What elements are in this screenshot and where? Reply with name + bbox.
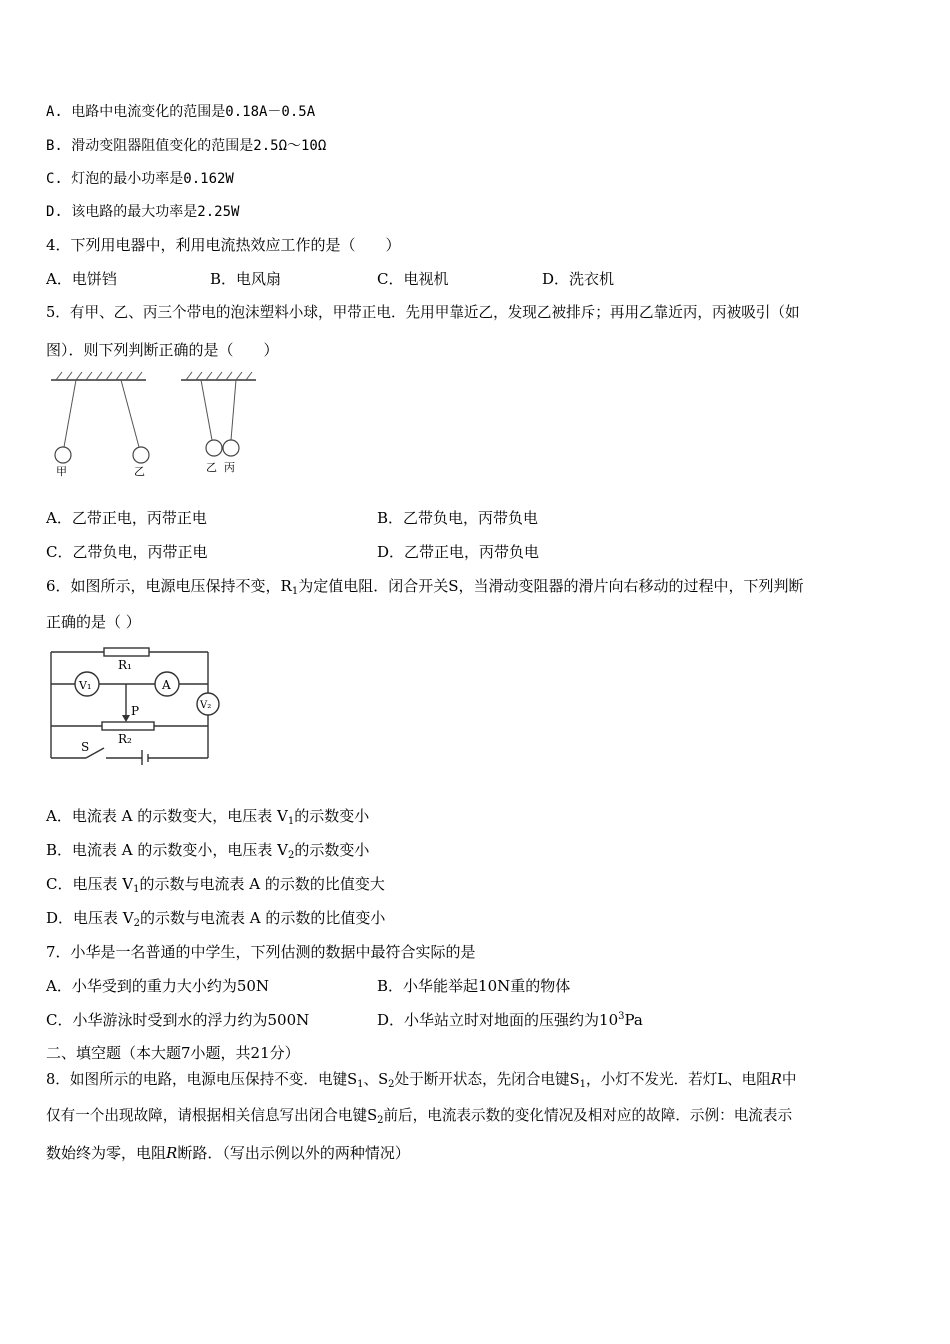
q5-pendulum-figure [46, 370, 261, 480]
v1-label: V₁ [79, 679, 92, 692]
r1-label: R₁ [118, 658, 132, 672]
ammeter-label: A [162, 678, 171, 692]
label-bing: 丙 [224, 461, 235, 474]
q5-option-d: D．乙带正电，丙带负电 [377, 543, 540, 561]
q4-option-b: B．电风扇 [210, 270, 282, 288]
q3-option-c: C. 灯泡的最小功率是0.162W [46, 171, 234, 187]
q7-option-a: A．小华受到的重力大小约为50N [46, 977, 270, 995]
r2-label: R₂ [118, 732, 132, 746]
section-heading-fill-in: 二、填空题（本大题7小题，共21分） [46, 1044, 300, 1062]
label-yi-right: 乙 [206, 461, 217, 474]
q6-option-c: C．电压表 $V_1$的示数与电流表 A 的示数的比值变大 [46, 875, 385, 895]
q3-option-a: A. 电路中电流变化的范围是0.18A－0.5A [46, 104, 316, 120]
q7-option-c: C．小华游泳时受到水的浮力约为500N [46, 1011, 310, 1029]
q6-stem-line1: 6．如图所示，电源电压保持不变，$R_1$为定值电阻．闭合开关S，当滑动变阻器的滑片向右移动的过程中，下列判断 [46, 577, 804, 597]
q4-stem: 4．下列用电器中，利用电流热效应工作的是（ ） [46, 236, 401, 254]
q5-option-c: C．乙带负电，丙带正电 [46, 543, 208, 561]
q3-option-d: D. 该电路的最大功率是2.25W [46, 204, 240, 220]
q7-option-b: B．小华能举起10N重的物体 [377, 977, 571, 995]
v2-label: V₂ [200, 700, 212, 711]
q6-circuit-diagram [46, 645, 221, 765]
ball-yi-right [206, 440, 222, 456]
ball-jia [55, 447, 71, 463]
q3-option-b: B. 滑动变阻器阻值变化的范围是2.5Ω～10Ω [46, 138, 327, 154]
r1-resistor [104, 648, 149, 656]
q4-option-c: C．电视机 [377, 270, 449, 288]
label-jia: 甲 [56, 465, 67, 478]
q8-line2: 仅有一个出现故障，请根据相关信息写出闭合电键$S_2$前后，电流表示数的变化情况及相对应的故障．示例：电流表示 [46, 1107, 793, 1126]
r2-rheostat [102, 722, 154, 730]
ball-yi-left [133, 447, 149, 463]
switch-label: S [81, 740, 90, 754]
q6-option-b: B．电流表 A 的示数变小，电压表 $V_2$的示数变小 [46, 841, 370, 861]
slider-p-label: P [131, 704, 140, 718]
q7-option-d: D．小华站立时对地面的压强约为$10^3Pa$ [377, 1011, 643, 1029]
label-yi-left: 乙 [134, 465, 145, 478]
q4-option-d: D．洗衣机 [542, 270, 615, 288]
q5-stem-line2: 图）．则下列判断正确的是（ ） [46, 341, 279, 359]
q6-option-d: D．电压表 $V_2$的示数与电流表 A 的示数的比值变小 [46, 909, 386, 929]
q6-option-a: A．电流表 A 的示数变大，电压表 $V_1$的示数变小 [46, 807, 370, 827]
q8-line3: 数始终为零，电阻R断路．（写出示例以外的两种情况） [46, 1144, 410, 1162]
q8-line1: 8．如图所示的电路，电源电压保持不变．电键$S_1$、$S_2$处于断开状态，先闭合电键$S_1$，小灯不发光．若灯L、电阻R中 [46, 1071, 797, 1090]
q4-option-a: A．电饼铛 [46, 270, 117, 288]
q5-option-a: A．乙带正电，丙带正电 [46, 509, 207, 527]
q5-stem-line1: 5．有甲、乙、丙三个带电的泡沫塑料小球，甲带正电．先用甲靠近乙，发现乙被排斥；再用乙靠近丙，丙被吸引（如 [46, 304, 800, 321]
ball-bing [223, 440, 239, 456]
q6-stem-line2: 正确的是（ ） [46, 613, 141, 631]
slider-arrow [122, 715, 130, 722]
q5-option-b: B．乙带负电，丙带负电 [377, 509, 539, 527]
q7-stem: 7．小华是一名普通的中学生，下列估测的数据中最符合实际的是 [46, 943, 476, 961]
